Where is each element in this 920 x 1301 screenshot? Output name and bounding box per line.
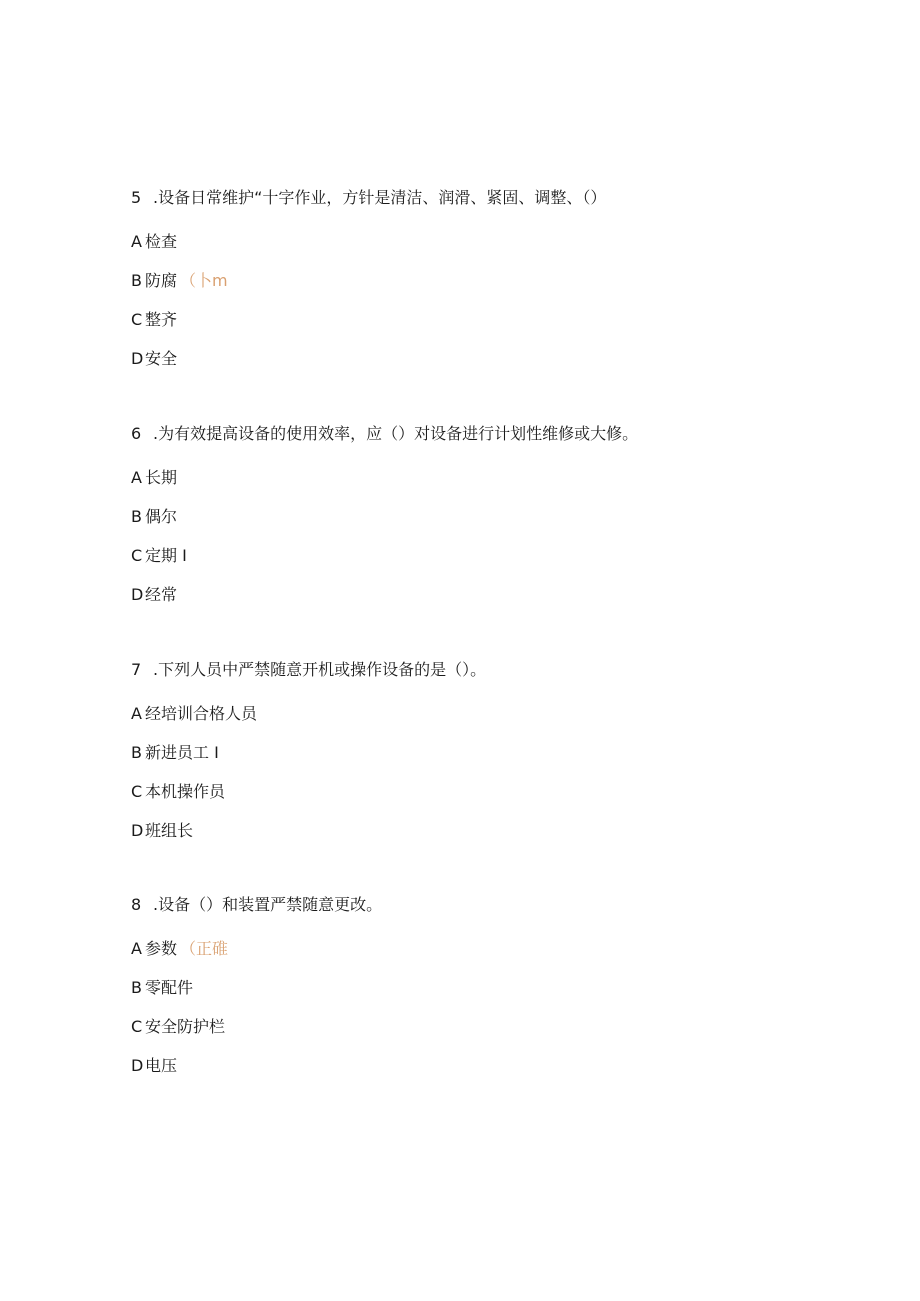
- option-letter: B: [131, 978, 142, 997]
- option-a: [131, 232, 851, 252]
- option-text: 防腐: [145, 271, 178, 290]
- question-7: [131, 660, 851, 841]
- option-b: [131, 271, 851, 291]
- handwritten-mark: （卜m: [180, 271, 228, 290]
- option-text: 本机操作员: [145, 782, 226, 801]
- option-text: 参数: [145, 939, 178, 958]
- option-a: [131, 939, 851, 959]
- question-stem: [131, 895, 851, 915]
- option-letter: C: [131, 1017, 143, 1036]
- option-letter: B: [131, 271, 142, 290]
- option-letter: B: [131, 743, 142, 762]
- option-a: [131, 468, 851, 488]
- option-c: [131, 782, 851, 802]
- option-letter: A: [131, 704, 142, 723]
- option-letter: D: [131, 349, 144, 368]
- option-letter: A: [131, 232, 142, 251]
- option-text: 偶尔: [145, 507, 178, 526]
- question-number: 5: [131, 188, 142, 207]
- question-number: 7: [131, 660, 142, 679]
- question-stem: [131, 424, 851, 444]
- question-6: [131, 424, 851, 605]
- option-text: 整齐: [145, 310, 178, 329]
- handwritten-mark: （正碓: [180, 939, 229, 958]
- option-c: [131, 546, 851, 566]
- option-text: 经培训合格人员: [145, 704, 258, 723]
- option-text: 班组长: [145, 821, 194, 840]
- question-text: .下列人员中严禁随意开机或操作设备的是（）。: [153, 660, 487, 679]
- option-letter: C: [131, 310, 143, 329]
- option-letter: D: [131, 1056, 144, 1075]
- option-text: 长期: [145, 468, 178, 487]
- option-a: [131, 704, 851, 724]
- option-c: [131, 1017, 851, 1037]
- question-text: .为有效提高设备的使用效率，应（）对设备进行计划性维修或大修。: [153, 424, 639, 443]
- option-text: 安全防护栏: [145, 1017, 226, 1036]
- option-text: 新进员工 I: [145, 743, 219, 762]
- option-d: [131, 585, 851, 605]
- option-b: [131, 507, 851, 527]
- question-text: .设备（）和装置严禁随意更改。: [153, 895, 383, 914]
- option-d: [131, 821, 851, 841]
- option-letter: B: [131, 507, 142, 526]
- option-letter: D: [131, 821, 144, 840]
- question-text: .设备日常维护“十字作业，方针是清洁、润滑、紧固、调整、（）: [153, 188, 607, 207]
- option-letter: C: [131, 546, 143, 565]
- option-d: [131, 349, 851, 369]
- option-letter: A: [131, 468, 142, 487]
- option-b: [131, 743, 851, 763]
- option-letter: C: [131, 782, 143, 801]
- option-b: [131, 978, 851, 998]
- option-c: [131, 310, 851, 330]
- question-8: [131, 895, 851, 1076]
- option-letter: A: [131, 939, 142, 958]
- option-text: 零配件: [145, 978, 194, 997]
- option-text: 电压: [145, 1056, 178, 1075]
- option-letter: D: [131, 585, 144, 604]
- option-d: [131, 1056, 851, 1076]
- option-text: 安全: [145, 349, 178, 368]
- question-5: [131, 188, 851, 369]
- question-number: 6: [131, 424, 142, 443]
- option-text: 检查: [145, 232, 178, 251]
- option-text: 定期 I: [145, 546, 187, 565]
- question-stem: [131, 660, 851, 680]
- option-text: 经常: [145, 585, 178, 604]
- question-number: 8: [131, 895, 142, 914]
- question-stem: [131, 188, 851, 208]
